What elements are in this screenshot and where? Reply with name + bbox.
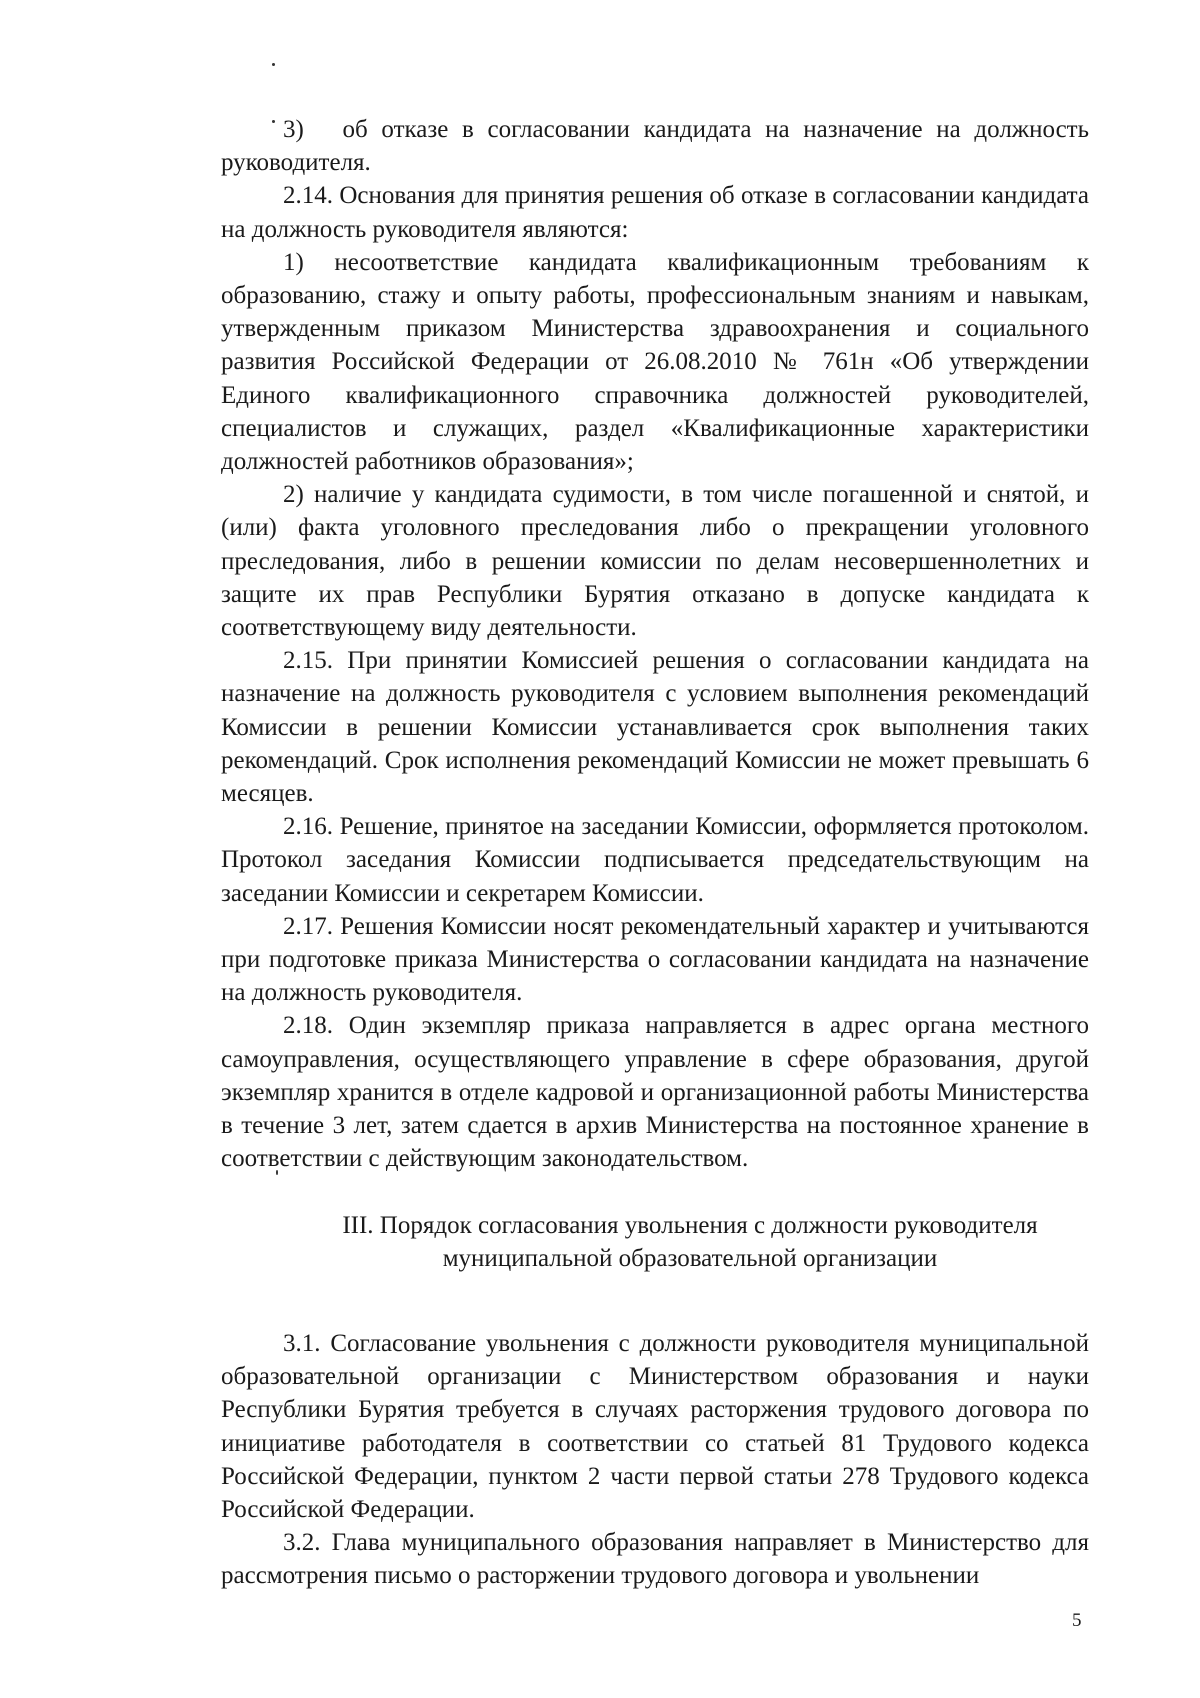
section-heading-line-2: муниципальной образовательной организации [442, 1244, 938, 1272]
section-heading [221, 1209, 1089, 1275]
paragraph-2-14: 2.14. Основания для принятия решения об отказе в согласовании кандидата на должность руководителя являются: [221, 182, 1089, 243]
paragraph-item-3: 3) об отказе в согласовании кандидата на назначение на должность руководителя. [221, 116, 1089, 177]
paragraph-2-18: 2.18. Один экземпляр приказа направляется в адрес органа местного самоуправления, осуществляющего управление в сфере образования, другой экземпляр хранится в отделе кадровой и организационной работы Министерства в течение 3 лет, затем сдается в архив Министерства на постоянное хранение в соответствии с действующим законодательством. [221, 1012, 1089, 1173]
document-body [221, 113, 1089, 1593]
paragraph-3-2: 3.2. Глава муниципального образования направляет в Министерство для рассмотрения письмо о расторжении трудового договора и увольнении [221, 1529, 1089, 1590]
paragraph-2-14-item-1: 1) несоответствие кандидата квалификационным требованиям к образованию, стажу и опыту работы, профессиональным знаниям и навыкам, утвержденным приказом Министерства здравоохранения и социального развития Российской Федерации от 26.08.2010 № 761н «Об утверждении Единого квалификационного справочника должностей руководителей, специалистов и служащих, раздел «Квалификационные характеристики должностей работников образования»; [221, 248, 1089, 476]
paragraph-2-14-item-2: 2) наличие у кандидата судимости, в том числе погашенной и снятой, и (или) факта уголовного преследования либо о прекращении уголовного преследования, либо в решении комиссии по делам несовершеннолетних и защите их прав Республики Бурятия отказано в допуске кандидата к соответствующему виду деятельности. [221, 481, 1089, 642]
page-number: 5 [1072, 1610, 1082, 1631]
paragraph-2-15: 2.15. При принятии Комиссией решения о согласовании кандидата на назначение на должность руководителя с условием выполнения рекомендаций Комиссии в решении Комиссии устанавливается срок выполнения таких рекомендаций. Срок исполнения рекомендаций Комиссии не может превышать 6 месяцев. [221, 647, 1089, 808]
paragraph-2-16: 2.16. Решение, принятое на заседании Комиссии, оформляется протоколом. Протокол заседания Комиссии подписывается председательствующим на заседании Комиссии и секретарем Комиссии. [221, 813, 1089, 907]
paragraph-3-1: 3.1. Согласование увольнения с должности руководителя муниципальной образовательной организации с Министерством образования и науки Республики Бурятия требуется в случаях расторжения трудового договора по инициативе работодателя в соответствии со статьей 81 Трудового кодекса Российской Федерации, пунктом 2 части первой статьи 278 Трудового кодекса Российской Федерации. [221, 1329, 1089, 1523]
paragraph-2-17: 2.17. Решения Комиссии носят рекомендательный характер и учитываются при подготовке приказа Министерства о согласовании кандидата на назначение на должность руководителя. [221, 912, 1089, 1007]
scan-speck [272, 63, 275, 66]
section-heading-line-1: III. Порядок согласования увольнения с должности руководителя [342, 1211, 1038, 1239]
